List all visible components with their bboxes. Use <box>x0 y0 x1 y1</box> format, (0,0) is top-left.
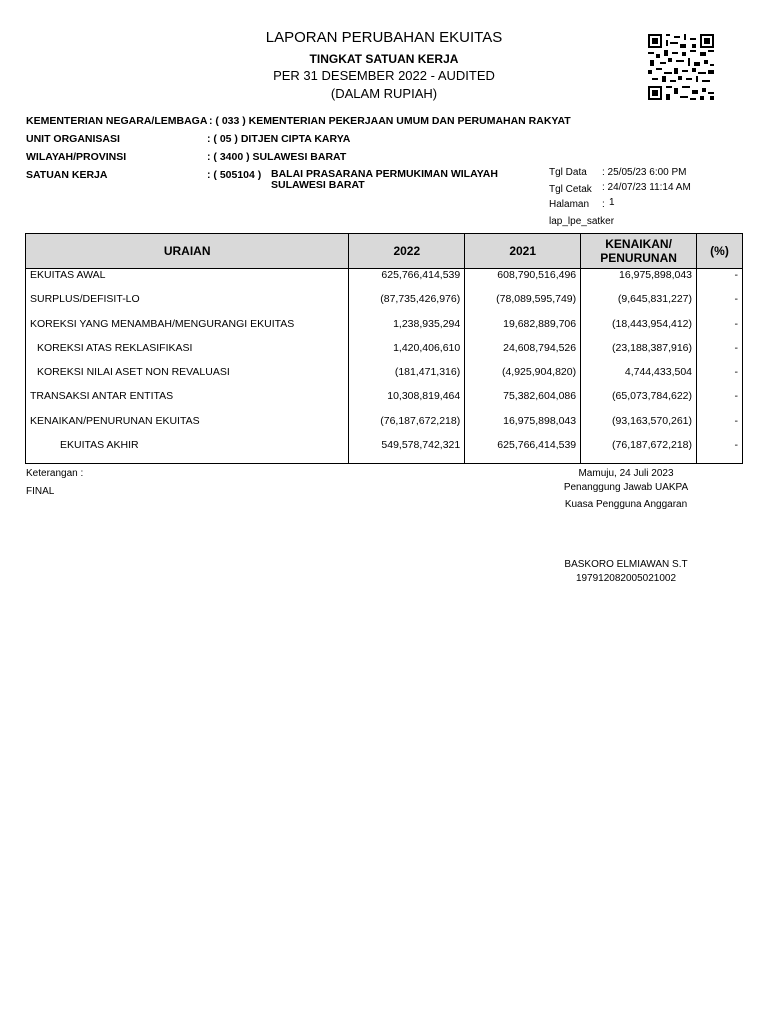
table-row <box>26 318 743 342</box>
report-unit: (DALAM RUPIAH) <box>330 86 438 101</box>
tgl-data-label: Tgl Data <box>549 167 587 178</box>
meta-label-satuan-kerja: SATUAN KERJA <box>26 169 108 181</box>
report-code: lap_lpe_satker <box>549 216 615 227</box>
meta-value-satuan-kerja <box>271 169 498 191</box>
value-2021: (4,925,904,820) <box>465 366 581 390</box>
qr-code-icon <box>648 34 714 100</box>
meta-value-unit-organisasi: : ( 05 ) DITJEN CIPTA KARYA <box>207 133 351 145</box>
value-change: (93,163,570,261) <box>581 415 697 439</box>
table-row <box>26 342 743 366</box>
row-label: KENAIKAN/PENURUNAN EKUITAS <box>26 415 349 439</box>
signer-role-1: Penanggung Jawab UAKPA <box>563 482 689 493</box>
value-pct: - <box>697 293 743 317</box>
report-status: FINAL <box>26 486 55 497</box>
row-label: EKUITAS AKHIR <box>26 439 349 464</box>
satuan-kerja-line2: SULAWESI BARAT <box>271 179 365 191</box>
value-2021: 608,790,516,496 <box>465 269 581 294</box>
keterangan-label: Keterangan : <box>26 468 84 479</box>
signer-nip: 197912082005021002 <box>575 573 677 584</box>
tgl-cetak-value: : 24/07/23 11:14 AM <box>602 182 691 193</box>
report-title: LAPORAN PERUBAHAN EKUITAS <box>265 29 503 46</box>
report-period: PER 31 DESEMBER 2022 - AUDITED <box>273 68 495 83</box>
value-pct: - <box>697 269 743 294</box>
table-row <box>26 439 743 464</box>
value-2022: (181,471,316) <box>349 366 465 390</box>
value-2021: 19,682,889,706 <box>465 318 581 342</box>
table-header-row <box>26 234 743 269</box>
value-2021: 625,766,414,539 <box>465 439 581 464</box>
place-date: Mamuju, 24 Juli 2023 <box>578 468 674 479</box>
value-change: 4,744,433,504 <box>581 366 697 390</box>
value-pct: - <box>697 366 743 390</box>
value-change: (76,187,672,218) <box>581 439 697 464</box>
value-pct: - <box>697 342 743 366</box>
col-header-2022: 2022 <box>349 234 465 269</box>
meta-label-kementerian: KEMENTERIAN NEGARA/LEMBAGA <box>26 115 208 127</box>
col-header-change <box>581 234 697 269</box>
value-2021: 24,608,794,526 <box>465 342 581 366</box>
meta-label-wilayah: WILAYAH/PROVINSI <box>26 151 127 163</box>
equity-change-table <box>25 233 743 464</box>
value-pct: - <box>697 390 743 414</box>
report-level: TINGKAT SATUAN KERJA <box>309 52 459 66</box>
value-pct: - <box>697 439 743 464</box>
meta-value-kementerian: : ( 033 ) KEMENTERIAN PEKERJAAN UMUM DAN PERUMAHAN RAKYAT <box>209 115 571 127</box>
value-2022: 625,766,414,539 <box>349 269 465 294</box>
table-row <box>26 366 743 390</box>
value-change: 16,975,898,043 <box>581 269 697 294</box>
row-label: KOREKSI NILAI ASET NON REVALUASI <box>26 366 349 390</box>
value-2021: (78,089,595,749) <box>465 293 581 317</box>
value-2022: (87,735,426,976) <box>349 293 465 317</box>
value-2021: 16,975,898,043 <box>465 415 581 439</box>
table-row <box>26 390 743 414</box>
value-2021: 75,382,604,086 <box>465 390 581 414</box>
value-2022: 10,308,819,464 <box>349 390 465 414</box>
value-2022: 549,578,742,321 <box>349 439 465 464</box>
col-header-2021: 2021 <box>465 234 581 269</box>
table-row <box>26 269 743 294</box>
row-label: SURPLUS/DEFISIT-LO <box>26 293 349 317</box>
value-change: (65,073,784,622) <box>581 390 697 414</box>
meta-label-unit-organisasi: UNIT ORGANISASI <box>26 133 120 145</box>
value-change: (23,188,387,916) <box>581 342 697 366</box>
value-pct: - <box>697 415 743 439</box>
row-label: KOREKSI ATAS REKLASIFIKASI <box>26 342 349 366</box>
value-2022: (76,187,672,218) <box>349 415 465 439</box>
value-change: (9,645,831,227) <box>581 293 697 317</box>
halaman-separator: : <box>602 199 605 210</box>
halaman-value: 1 <box>609 197 615 208</box>
table-row <box>26 415 743 439</box>
value-2022: 1,420,406,610 <box>349 342 465 366</box>
meta-value-wilayah: : ( 3400 ) SULAWESI BARAT <box>207 151 347 163</box>
tgl-data-value: : 25/05/23 6:00 PM <box>602 167 687 178</box>
tgl-cetak-label: Tgl Cetak <box>549 184 592 195</box>
halaman-label: Halaman <box>549 199 590 210</box>
satuan-kerja-line1: BALAI PRASARANA PERMUKIMAN WILAYAH <box>271 168 498 180</box>
col-header-pct: (%) <box>697 234 743 269</box>
value-2022: 1,238,935,294 <box>349 318 465 342</box>
row-label: TRANSAKSI ANTAR ENTITAS <box>26 390 349 414</box>
value-change: (18,443,954,412) <box>581 318 697 342</box>
signer-role-2: Kuasa Pengguna Anggaran <box>564 499 688 510</box>
row-label: EKUITAS AWAL <box>26 269 349 294</box>
value-pct: - <box>697 318 743 342</box>
col-header-change-line2: PENURUNAN <box>600 251 677 265</box>
col-header-uraian: URAIAN <box>26 234 349 269</box>
table-row <box>26 293 743 317</box>
row-label: KOREKSI YANG MENAMBAH/MENGURANGI EKUITAS <box>26 318 349 342</box>
col-header-change-line1: KENAIKAN/ <box>605 237 672 251</box>
signer-name: BASKORO ELMIAWAN S.T <box>564 559 688 570</box>
meta-code-satuan-kerja: : ( 505104 ) <box>207 169 262 181</box>
